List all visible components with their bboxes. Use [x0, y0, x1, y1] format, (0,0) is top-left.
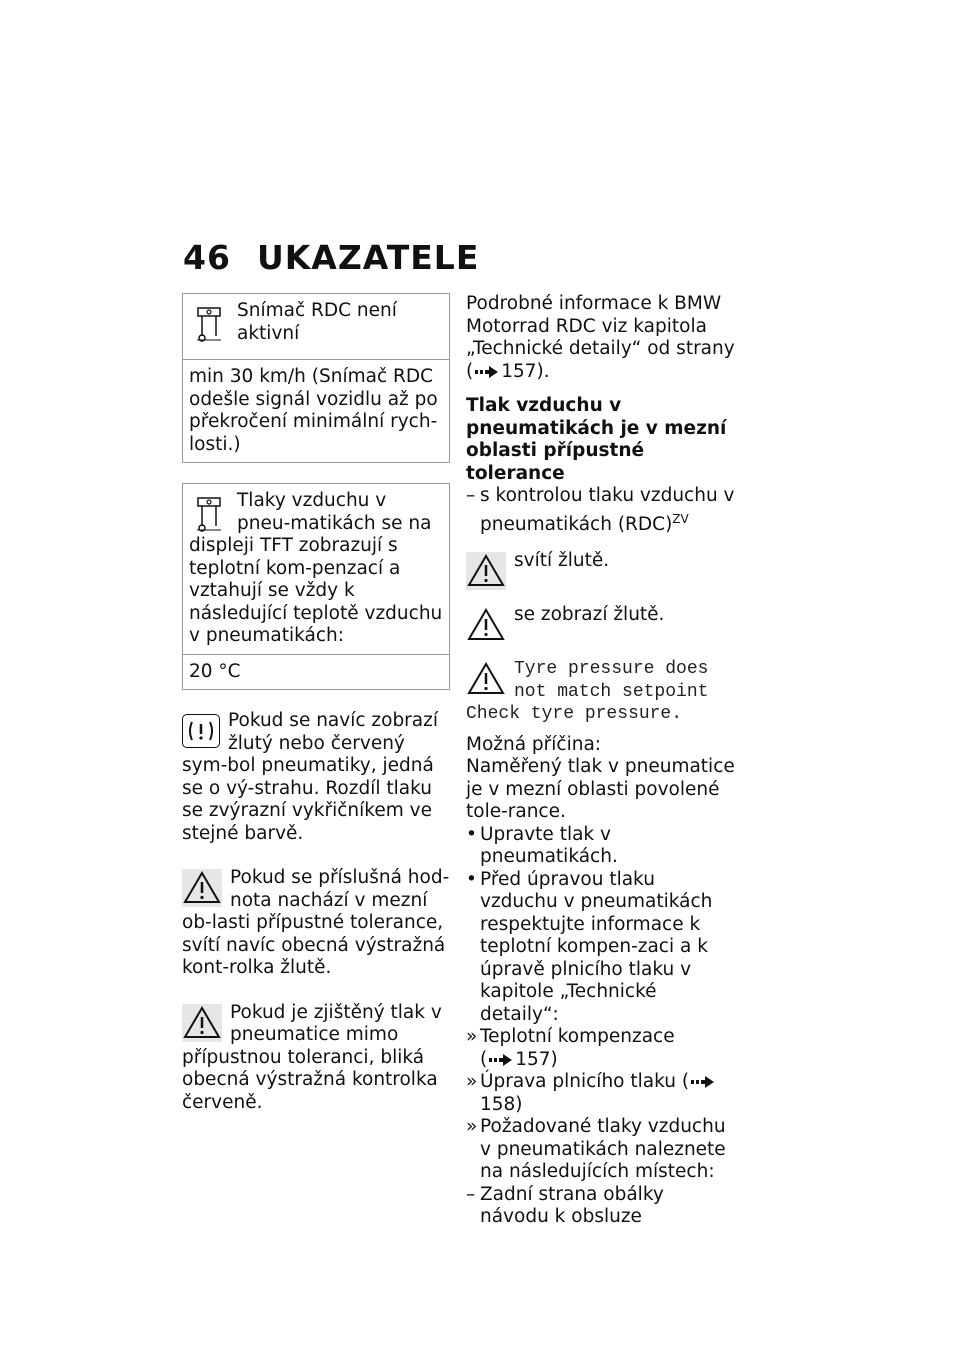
more-info-body: Podrobné informace k BMW Motorrad RDC viz kapitola „Technické detaily“ od strany — [466, 293, 735, 359]
more-info-page: 157). — [501, 360, 550, 382]
tyre-temp-text-cell — [183, 484, 449, 654]
rdc-status-cell — [183, 294, 449, 359]
dash-item-text: s kontrolou tlaku vzduchu v pneumatikách (RDC) — [480, 485, 735, 535]
tyre-pressure-sensor-icon — [189, 302, 229, 342]
ref-text: Teplotní kompenzace — [480, 1026, 675, 1048]
general-warning-outline-icon — [466, 660, 506, 698]
display-message-row — [466, 658, 738, 726]
warning-symbol-paragraph — [182, 710, 450, 845]
rdc-inactive-box — [182, 293, 450, 463]
page-ref-arrow-icon — [689, 1073, 717, 1091]
tyre-temp-value-cell — [183, 654, 449, 690]
out-of-tolerance-paragraph — [182, 1002, 450, 1115]
display-message-check: Check tyre pressure. — [466, 704, 683, 725]
page-number: 46 — [183, 238, 231, 277]
bullet-respect-info — [466, 869, 738, 1027]
out-of-tolerance-text: Pokud je zjištěný tlak v pneumatice mimo přípustnou toleranci, bliká obecná výstražná kontrolka červeně. — [182, 1001, 442, 1113]
ref-page: 158) — [480, 1093, 523, 1115]
chapter-title: UKAZATELE — [256, 238, 480, 277]
dash-item-text: Zadní strana obálky návodu k obsluze — [480, 1183, 664, 1228]
bullet-adjust-pressure — [466, 824, 738, 869]
tyre-pressure-sensor-icon — [189, 492, 229, 532]
warning-yellow-row — [466, 550, 738, 592]
dash-mark: – — [466, 485, 476, 506]
page-header — [183, 238, 479, 277]
bullet-mark: • — [466, 868, 477, 890]
rdc-status-text: Snímač RDC není aktivní — [237, 300, 397, 344]
ref-page: 157) — [515, 1048, 558, 1070]
tyre-temp-text: Tlaky vzduchu v pneu-matikách se na displeji TFT zobrazují s teplotní kom-penzací a vztahují se vždy k následující teplotě vzduchu v pneumatikách: — [189, 490, 443, 646]
left-column — [182, 293, 450, 1114]
display-yellow-row — [466, 604, 738, 646]
dash-item-rdc — [466, 485, 738, 536]
ref-mark: » — [466, 1116, 478, 1138]
rdc-desc-text: min 30 km/h (Snímač RDC odešle signál vozidlu až po překročení minimální rych-losti.) — [189, 366, 438, 455]
bullet-text: Upravte tlak v pneumatikách. — [480, 823, 618, 868]
tolerance-text: Pokud se příslušná hod-nota nachází v mezní ob-lasti přípustné tolerance, svítí navíc obecná výstražná kont-rolka žlutě. — [182, 867, 450, 978]
display-message-setpoint: Tyre pressure does not match setpoint — [514, 659, 709, 702]
ref-mark: » — [466, 1026, 478, 1048]
dash-mark: – — [466, 1183, 476, 1205]
optional-equipment-mark: ZV — [672, 511, 689, 526]
rdc-desc-cell — [183, 359, 449, 462]
more-info-text: Podrobné informace k BMW Motorrad RDC viz kapitola „Technické detaily“ od strany ( 157). — [466, 293, 735, 382]
general-warning-icon — [466, 552, 506, 590]
right-column — [466, 293, 738, 1229]
warning-yellow-text: svítí žlutě. — [514, 550, 610, 572]
general-warning-icon — [182, 1004, 222, 1042]
tyre-temp-box — [182, 483, 450, 690]
page-ref-arrow-icon — [473, 363, 501, 381]
page-ref-arrow-icon — [487, 1051, 515, 1069]
section-heading: Tlak vzduchu v pneumatikách je v mezní oblasti přípustné tolerance — [466, 395, 727, 484]
warning-symbol-text: Pokud se navíc zobrazí žlutý nebo červený sym-bol pneumatiky, jedná se o vý-strahu. Rozdíl tlaku se zvýrazní vykřičníkem ve stejné barvě. — [182, 710, 438, 844]
general-warning-outline-icon — [466, 606, 506, 644]
tolerance-paragraph — [182, 867, 450, 980]
ref-required-pressures — [466, 1116, 738, 1184]
ref-pressure-adjustment — [466, 1071, 738, 1116]
bullet-mark: • — [466, 823, 477, 845]
cause-text: Naměřený tlak v pneumatice je v mezní oblasti povolené tole-rance. — [466, 756, 735, 823]
cause-label: Možná příčina: — [466, 733, 602, 755]
tyre-pressure-warning-icon — [182, 714, 220, 748]
reference-temperature: 20 °C — [189, 660, 241, 682]
ref-text: Požadované tlaky vzduchu v pneumatikách naleznete na následujících místech: — [480, 1116, 726, 1183]
general-warning-icon — [182, 869, 222, 907]
ref-mark: » — [466, 1071, 478, 1093]
bullet-text: Před úpravou tlaku vzduchu v pneumatikách respektujte informace k teplotní kompen-zaci a k úpravě plnicího tlaku v kapitole „Technické detaily“: — [480, 868, 713, 1025]
ref-temperature-compensation: » Teplotní kompenzace ( 157) — [466, 1026, 675, 1070]
dash-item-cover — [466, 1184, 738, 1229]
ref-text: Úprava plnicího tlaku ( — [480, 1071, 690, 1093]
display-yellow-text: se zobrazí žlutě. — [514, 604, 665, 626]
